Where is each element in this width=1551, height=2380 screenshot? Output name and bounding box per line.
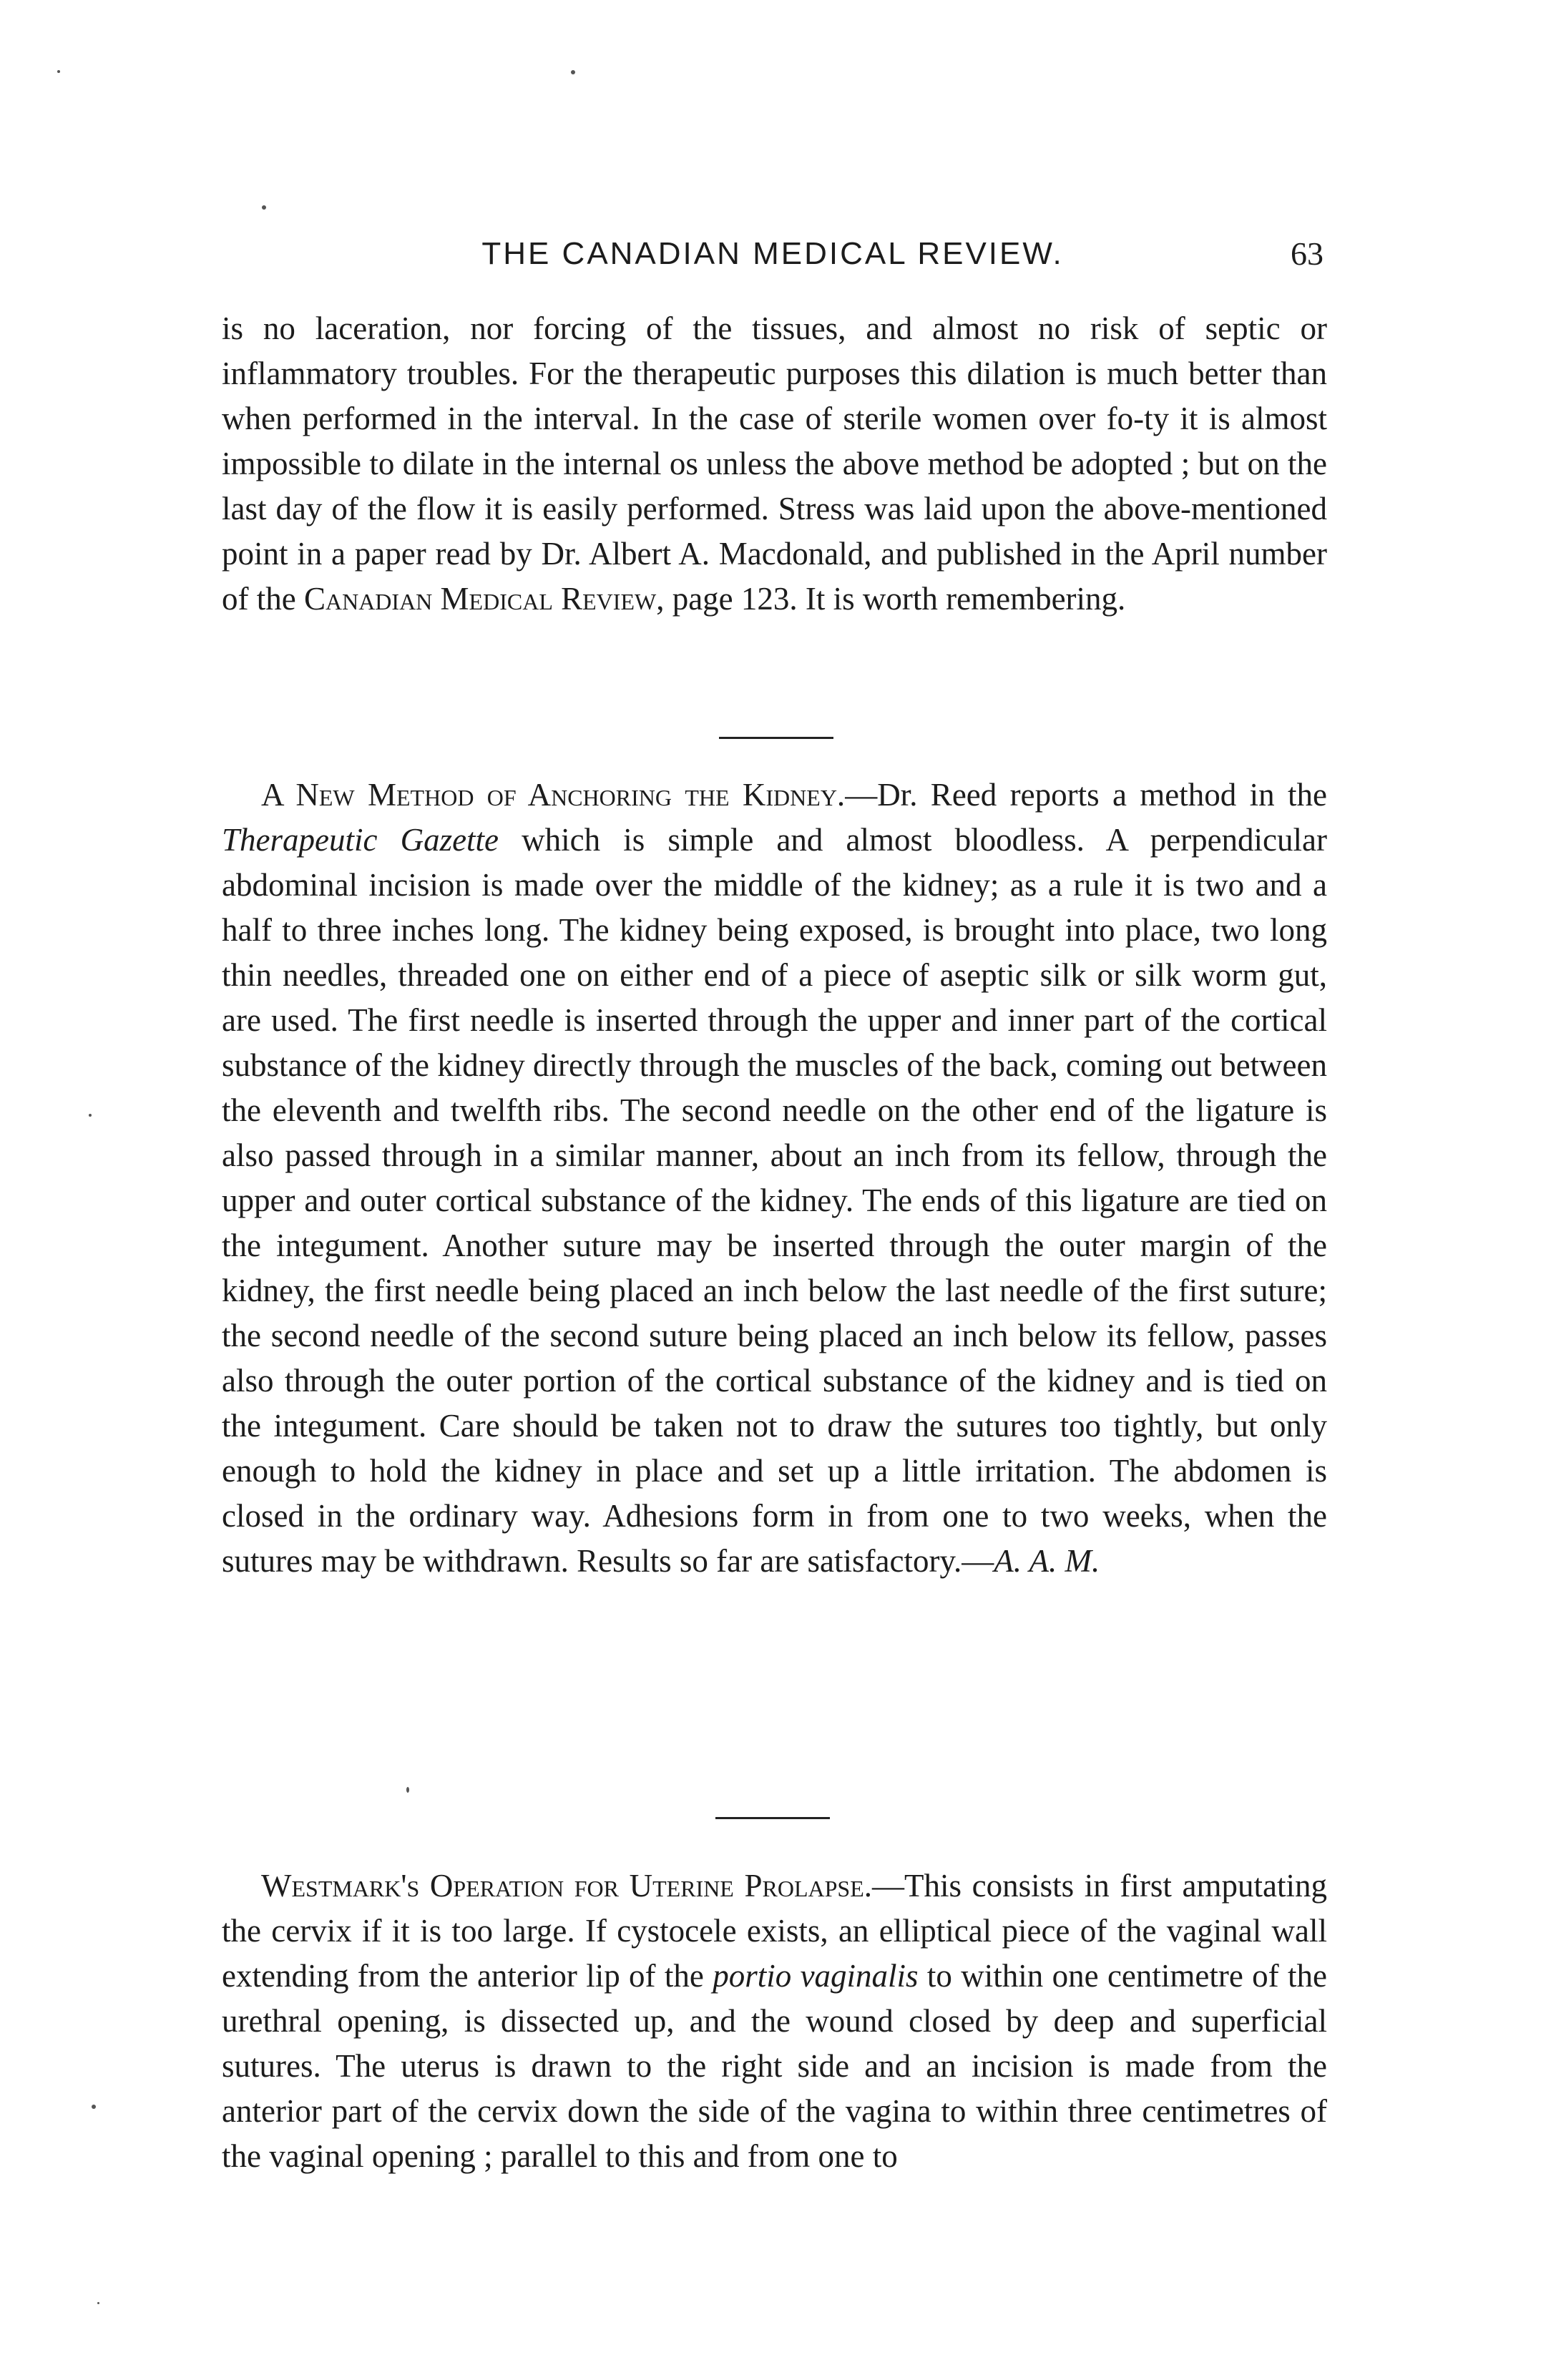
kidney-article-text-a: Dr. Reed reports a method in the bbox=[877, 777, 1327, 813]
continued-paragraph bbox=[222, 306, 1327, 622]
print-speck bbox=[262, 205, 266, 210]
prolapse-article bbox=[222, 1864, 1327, 2179]
print-speck bbox=[92, 2105, 96, 2109]
journal-name: Canadian Medical Review, bbox=[303, 581, 665, 617]
prolapse-article-paragraph bbox=[222, 1864, 1327, 2179]
title-dash: — bbox=[845, 777, 878, 813]
print-speck bbox=[571, 70, 575, 74]
kidney-article-title: A New Method of Anchoring the Kidney. bbox=[261, 777, 846, 813]
kidney-article-text-b: which is simple and almost bloodless. A perpendicular abdominal incision is made over the middle of the kidney; as a rule it is two and a half to three inches long. The kidney being exposed, is brought into place, two long thin needles, threaded one on either end of a piece of aseptic silk or silk worm gut, are used. The first needle is inserted through the upper and inner part of the cortical substance of the kidney directly through the muscles of the back, coming out between the eleventh and twelfth ribs. The second needle on the other end of the ligature is also passed through in a similar manner, about an inch from its fellow, through the upper and outer cortical substance of the kidney. The ends of this ligature are tied on the integument. Another suture may be inserted through the outer margin of the kidney, the first needle being placed an inch below the last needle of the first suture; the second needle of the second suture being placed an inch below its fellow, passes also through the outer portion of the cortical substance of the kidney and is tied on the integument. Care should be taken not to draw the sutures too tightly, but only enough to hold the kidney in place and set up a little irritation. The abdomen is closed in the ordinary way. Adhesions form in from one to two weeks, when the sutures may be withdrawn. Results so far are satisfactory. bbox=[222, 822, 1327, 1579]
page-header bbox=[222, 232, 1324, 290]
prolapse-article-text-b: to within one centimetre of the urethral opening, is dissected up, and the wound closed by deep and superficial sutures. The uterus is drawn to the right side and an incision is made from the anterior part of the cervix down the side of the vagina to within three centimetres of the vaginal opening ; parallel to this and from one to bbox=[222, 1958, 1327, 2174]
section-divider bbox=[719, 737, 833, 739]
paragraph-text: is no laceration, nor forcing of the tissues, and almost no risk of septic or inflammatory troubles. For the therapeutic purposes this dilation is much better than when performed in the interval. In the case of sterile women over fo-ty it is almost impossible to dilate in the internal os unless the above method be adopted ; but on the last day of the flow it is easily performed. Stress was laid upon the above-mentioned point in a paper read by Dr. Albert A. Macdonald, and published in the April number of the bbox=[222, 310, 1327, 617]
kidney-article-paragraph bbox=[222, 773, 1327, 1584]
latin-term: portio vaginalis bbox=[713, 1958, 919, 1994]
signature-dash: — bbox=[962, 1543, 994, 1579]
page-number: 63 bbox=[1291, 235, 1324, 272]
section-divider bbox=[715, 1817, 830, 1819]
print-speck bbox=[406, 1787, 409, 1793]
print-speck bbox=[97, 2302, 99, 2304]
running-title: THE CANADIAN MEDICAL REVIEW. bbox=[481, 236, 1064, 271]
prolapse-article-text-a: This consists in first amputating the cervix if it is too large. If cystocele exists, an elliptical piece of the vaginal wall extending from the anterior lip of the bbox=[222, 1868, 1328, 1994]
kidney-article bbox=[222, 773, 1327, 1584]
paragraph-tail: page 123. It is worth remembering. bbox=[664, 581, 1126, 617]
title-dash: — bbox=[872, 1868, 905, 1904]
author-signature: A. A. M. bbox=[994, 1543, 1100, 1579]
print-speck bbox=[89, 1114, 92, 1117]
print-speck bbox=[57, 70, 60, 73]
journal-title: Therapeutic Gazette bbox=[222, 822, 499, 858]
prolapse-article-title: Westmark's Operation for Uterine Prolapse. bbox=[261, 1868, 873, 1904]
paragraph-continuation bbox=[222, 306, 1327, 622]
